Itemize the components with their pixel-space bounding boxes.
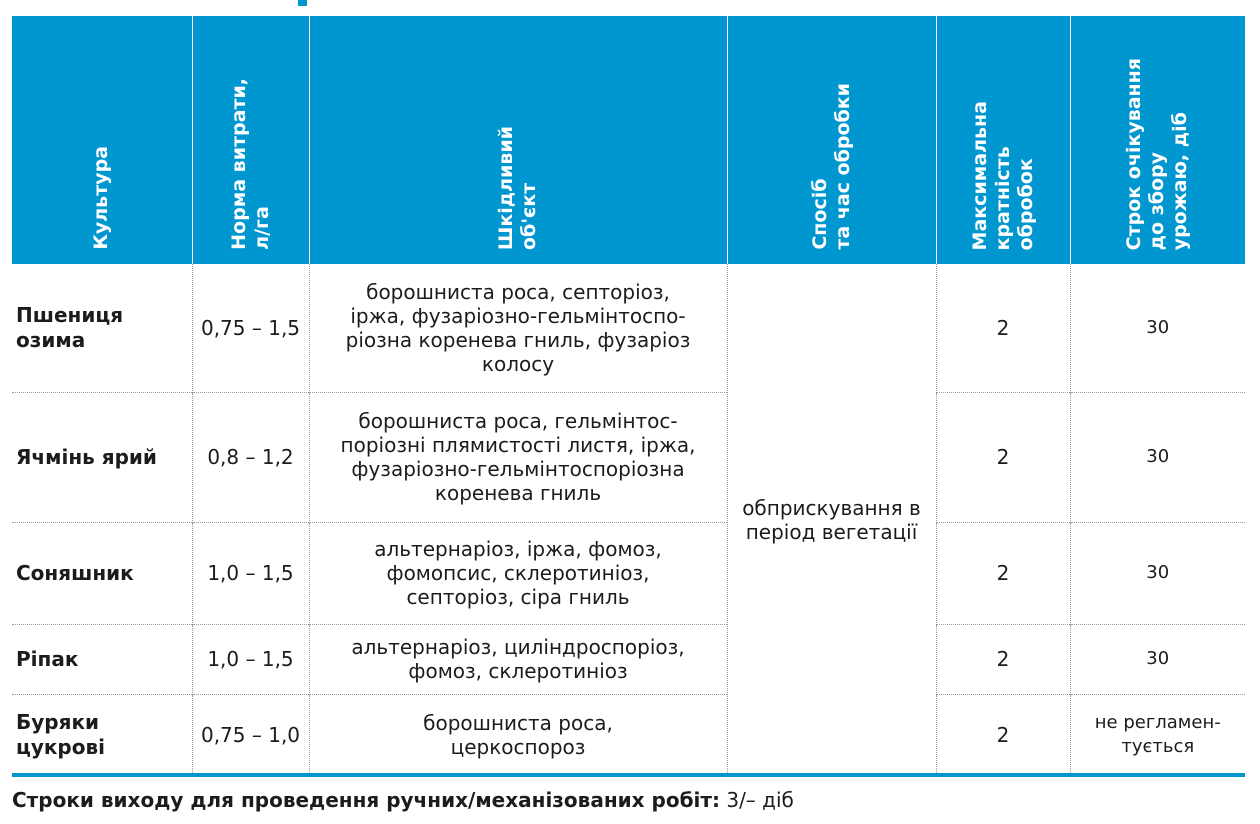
pests-cell: борошниста роса, септоріоз, іржа, фузаріозно-гельмінтоспо- ріозна коренева гниль, фузаріоз колосу (309, 264, 727, 392)
max-cell: 2 (936, 264, 1070, 392)
table-row (12, 624, 1245, 694)
wait-cell: не регламен- тується (1070, 694, 1245, 775)
footnote-label: Строки виходу для проведення ручних/механізованих робіт: (12, 788, 720, 812)
culture-cell: Ячмінь ярий (12, 392, 192, 522)
rate-cell: 0,75 – 1,0 (192, 694, 309, 775)
wait-cell: 30 (1070, 522, 1245, 624)
rate-cell: 0,8 – 1,2 (192, 392, 309, 522)
wait-cell: 30 (1070, 624, 1245, 694)
max-cell: 2 (936, 624, 1070, 694)
table-row (12, 264, 1245, 392)
footnote-value: 3/– діб (726, 788, 794, 812)
header-rate: Норма витрати, л/га (192, 16, 309, 264)
rate-cell: 1,0 – 1,5 (192, 522, 309, 624)
culture-cell: Пшениця озима (16, 302, 124, 352)
accent-bar (298, 0, 307, 6)
culture-cell: Буряки цукрові (12, 694, 192, 775)
culture-cell: Ріпак (12, 624, 192, 694)
pests-cell: борошниста роса, гельмінтос- поріозні плямистості листя, іржа, фузаріозно-гельмінтоспоріозна коренева гниль (309, 392, 727, 522)
table-row (12, 522, 1245, 624)
wait-cell: 30 (1070, 264, 1245, 392)
pests-cell: альтернаріоз, циліндроспоріоз, фомоз, склеротиніоз (309, 624, 727, 694)
table-row (12, 694, 1245, 775)
application-table (12, 16, 1245, 775)
table-row (12, 392, 1245, 522)
header-pest: Шкідливий об'єкт (309, 16, 727, 264)
header-max-treatments: Максимальна кратність обробок (936, 16, 1070, 264)
header-row (12, 16, 1245, 264)
max-cell: 2 (936, 392, 1070, 522)
rate-cell: 1,0 – 1,5 (192, 624, 309, 694)
culture-cell: Соняшник (12, 522, 192, 624)
table-bottom-rule (12, 773, 1245, 777)
pests-cell: альтернаріоз, іржа, фомоз, фомопсис, склеротиніоз, септоріоз, сіра гниль (309, 522, 727, 624)
rate-cell: 0,75 – 1,5 (192, 264, 309, 392)
re-entry-footnote (12, 788, 794, 812)
pests-cell: борошниста роса, церкоспороз (309, 694, 727, 775)
header-culture: Культура (12, 16, 192, 264)
max-cell: 2 (936, 522, 1070, 624)
header-method: Спосіб та час обробки (727, 16, 936, 264)
max-cell: 2 (936, 694, 1070, 775)
method-cell: обприскування в період вегетації (727, 264, 936, 775)
wait-cell: 30 (1070, 392, 1245, 522)
header-waiting-period: Строк очікування до збору урожаю, діб (1070, 16, 1245, 264)
